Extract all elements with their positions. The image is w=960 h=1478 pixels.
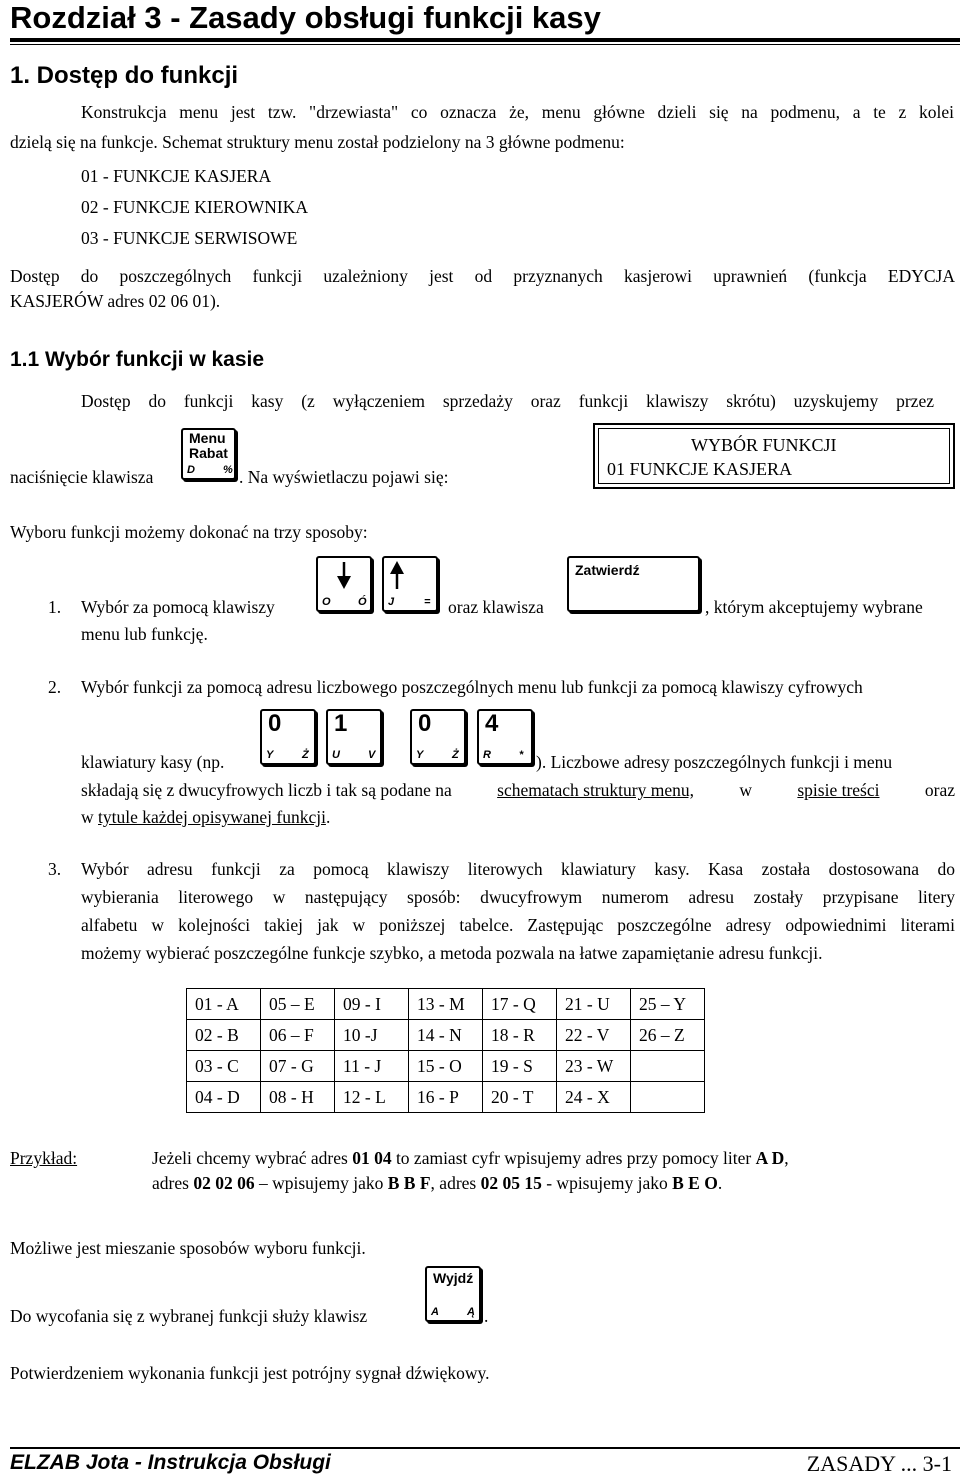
toc-link[interactable]: spisie treści (797, 780, 880, 800)
example-text: – wpisujemy jako (254, 1173, 388, 1193)
key-sublabel: R (483, 749, 491, 761)
section-heading: 1. Dostęp do funkcji (10, 62, 239, 89)
example-line (152, 1148, 789, 1169)
key-sublabel: V (368, 749, 376, 761)
example-letters: B E O (672, 1173, 718, 1193)
example-letters: B B F (387, 1173, 431, 1193)
paragraph-line: Wyboru funkcji możemy dokonać na trzy sposoby: (10, 522, 368, 542)
paragraph-line: alfabetu w kolejności takiej jak w poniższej tabelce. Zastępując poszczególne adresy odpowiednimi literami (81, 915, 955, 935)
structure-link[interactable]: schematach struktury menu, (497, 780, 694, 800)
footer-rule (10, 1447, 960, 1449)
list-number: 1. (48, 597, 62, 617)
exit-key[interactable] (425, 1266, 481, 1322)
digit-key[interactable] (260, 709, 316, 765)
footer-page: ZASADY ... 3-1 (806, 1451, 952, 1476)
key-digit: 1 (334, 710, 348, 737)
paragraph-line: dzielą się na funkcje. Schemat struktury menu został podzielony na 3 główne podmenu: (10, 132, 625, 152)
table-cell: 07 - G (261, 1051, 335, 1082)
key-sublabel: J (388, 596, 395, 608)
paragraph-text: menu lub funkcję. (81, 624, 208, 644)
key-sublabel: = (424, 596, 431, 608)
menu-list-item: 03 - FUNKCJE SERWISOWE (81, 228, 298, 248)
example-letters: A D (755, 1148, 785, 1168)
paragraph-text: . (325, 807, 331, 827)
table-cell: 14 - N (409, 1020, 483, 1051)
arrow-down-icon (336, 562, 352, 590)
table-cell: 09 - I (335, 989, 409, 1020)
paragraph-line: Konstrukcja menu jest tzw. "drzewiasta" co oznacza że, menu główne dzieli się na podmenu, a te z kolei (81, 102, 954, 122)
arrow-up-key[interactable] (382, 556, 438, 612)
table-cell: 04 - D (187, 1082, 261, 1113)
footer-title: ELZAB Jota - Instrukcja Obsługi (10, 1451, 331, 1474)
display-line: 01 FUNKCJE KASJERA (607, 459, 793, 479)
key-sublabel: O (322, 596, 331, 608)
menu-rabat-key[interactable] (181, 428, 236, 480)
table-cell: 21 - U (557, 989, 631, 1020)
table-cell: 18 - R (483, 1020, 557, 1051)
example-text: , (784, 1148, 789, 1168)
list-number: 2. (48, 677, 62, 697)
table-cell: 08 - H (261, 1082, 335, 1113)
paragraph-line: KASJERÓW adres 02 06 01). (10, 291, 221, 311)
table-cell: 20 - T (483, 1082, 557, 1113)
arrow-up-icon (389, 561, 405, 589)
display-box (593, 423, 955, 489)
paragraph-text: naciśnięcie klawisza (10, 467, 154, 487)
table-cell: 11 - J (335, 1051, 409, 1082)
table-cell: 13 - M (409, 989, 483, 1020)
paragraph-line: Potwierdzeniem wykonania funkcji jest potrójny sygnał dźwiękowy. (10, 1363, 490, 1383)
table-cell: 03 - C (187, 1051, 261, 1082)
menu-list-item: 02 - FUNKCJE KIEROWNIKA (81, 197, 308, 217)
table-row (187, 1020, 705, 1051)
table-cell: 23 - W (557, 1051, 631, 1082)
title-rule (10, 38, 960, 42)
paragraph-text: klawiatury kasy (np. (81, 752, 225, 772)
chapter-title: Rozdział 3 - Zasady obsługi funkcji kasy (10, 0, 601, 35)
paragraph-line: Dostęp do poszczególnych funkcji uzależniony jest od przyznanych kasjerowi uprawnień (funkcja EDYCJA (10, 266, 955, 286)
table-cell: 22 - V (557, 1020, 631, 1051)
digit-key[interactable] (410, 709, 466, 765)
paragraph-line: możemy wybierać poszczególne funkcje szybko, a metoda pozwala na łatwe zapamiętanie adresu funkcji. (81, 943, 823, 963)
display-line: WYBÓR FUNKCJI (691, 435, 837, 455)
example-text: . (717, 1173, 723, 1193)
subsection-heading: 1.1 Wybór funkcji w kasie (10, 348, 265, 371)
paragraph-line: Możliwe jest mieszanie sposobów wyboru funkcji. (10, 1238, 366, 1258)
key-sublabel: U (332, 749, 340, 761)
list-number: 3. (48, 859, 62, 879)
example-text: to zamiast cyfr wpisujemy adres przy pomocy liter (391, 1148, 756, 1168)
example-text: Jeżeli chcemy wybrać adres (152, 1148, 353, 1168)
digit-key[interactable] (326, 709, 382, 765)
paragraph-line: Wybór funkcji za pomocą adresu liczbowego poszczególnych menu lub funkcji za pomocą klawiszy cyfrowych (81, 677, 863, 697)
key-sublabel: Ó (358, 596, 367, 608)
key-sublabel: Y (416, 749, 424, 761)
table-cell: 16 - P (409, 1082, 483, 1113)
paragraph-text: ). Liczbowe adresy poszczególnych funkcji i menu (536, 752, 893, 772)
table-cell: 19 - S (483, 1051, 557, 1082)
example-address: 02 05 15 (480, 1173, 542, 1193)
paragraph-text: w (739, 780, 752, 800)
title-rule-thin (10, 44, 960, 45)
example-label: Przykład: (10, 1148, 78, 1168)
key-digit: 4 (485, 710, 499, 737)
paragraph-line: Wybór adresu funkcji za pomocą klawiszy literowych klawiatury kasy. Kasa została dostosowana do (81, 859, 955, 879)
table-cell: 02 - B (187, 1020, 261, 1051)
key-digit: 0 (418, 710, 432, 737)
table-cell: 26 – Z (631, 1020, 705, 1051)
example-address: 02 02 06 (193, 1173, 255, 1193)
paragraph-text: . Na wyświetlaczu pojawi się: (239, 467, 449, 487)
paragraph-text: Wybór za pomocą klawiszy (81, 597, 275, 617)
key-sublabel: Ż (302, 749, 309, 761)
paragraph-text: w (81, 807, 94, 827)
paragraph-text: składają się z dwucyfrowych liczb i tak są podane na (81, 780, 452, 800)
key-label: Rabat (189, 445, 228, 461)
example-text: adres (152, 1173, 194, 1193)
example-text: , adres (430, 1173, 481, 1193)
arrow-down-key[interactable] (316, 556, 372, 612)
key-sublabel: Ą (467, 1306, 475, 1318)
paragraph-text: Do wycofania się z wybranej funkcji służy klawisz (10, 1306, 368, 1326)
table-cell: 25 – Y (631, 989, 705, 1020)
paragraph-line (81, 780, 955, 801)
paragraph-text: , którym akceptujemy wybrane (705, 597, 923, 617)
table-cell: 15 - O (409, 1051, 483, 1082)
table-cell: 05 – E (261, 989, 335, 1020)
menu-list-item: 01 - FUNKCJE KASJERA (81, 166, 272, 186)
digit-key[interactable] (477, 709, 533, 765)
paragraph-text: oraz klawisza (448, 597, 544, 617)
key-sublabel: D (187, 464, 195, 476)
confirm-key[interactable] (567, 556, 700, 612)
table-row (187, 1082, 705, 1113)
paragraph-line (81, 807, 330, 828)
paragraph-text: . (484, 1306, 489, 1326)
key-sublabel: Y (266, 749, 274, 761)
paragraph-text: oraz (924, 780, 955, 800)
table-row (187, 1051, 705, 1082)
key-label: Menu (189, 430, 226, 446)
table-cell: 01 - A (187, 989, 261, 1020)
key-sublabel: A (431, 1306, 439, 1318)
table-cell: 06 – F (261, 1020, 335, 1051)
key-sublabel: % (223, 464, 233, 476)
letter-address-table (186, 988, 705, 1113)
key-label: Wyjdź (433, 1270, 474, 1286)
table-cell (631, 1051, 705, 1082)
table-row (187, 989, 705, 1020)
example-address: 01 04 (352, 1148, 392, 1168)
table-cell: 24 - X (557, 1082, 631, 1113)
paragraph-line: wybierania literowego w następujący sposób: dwucyfrowym numerom adresu zostały przypisane litery (81, 887, 955, 907)
paragraph-line: Dostęp do funkcji kasy (z wyłączeniem sprzedaży oraz funkcji klawiszy skrótu) uzyskujemy przez (81, 391, 934, 411)
table-cell (631, 1082, 705, 1113)
key-label: Zatwierdź (575, 562, 640, 578)
key-sublabel: Ż (452, 749, 459, 761)
example-text: - wpisujemy jako (541, 1173, 673, 1193)
table-cell: 17 - Q (483, 989, 557, 1020)
example-line (152, 1173, 722, 1194)
function-title-link[interactable]: tytule każdej opisywanej funkcji (98, 807, 326, 827)
key-sublabel: * (519, 749, 524, 761)
key-digit: 0 (268, 710, 282, 737)
table-cell: 10 -J (335, 1020, 409, 1051)
table-cell: 12 - L (335, 1082, 409, 1113)
